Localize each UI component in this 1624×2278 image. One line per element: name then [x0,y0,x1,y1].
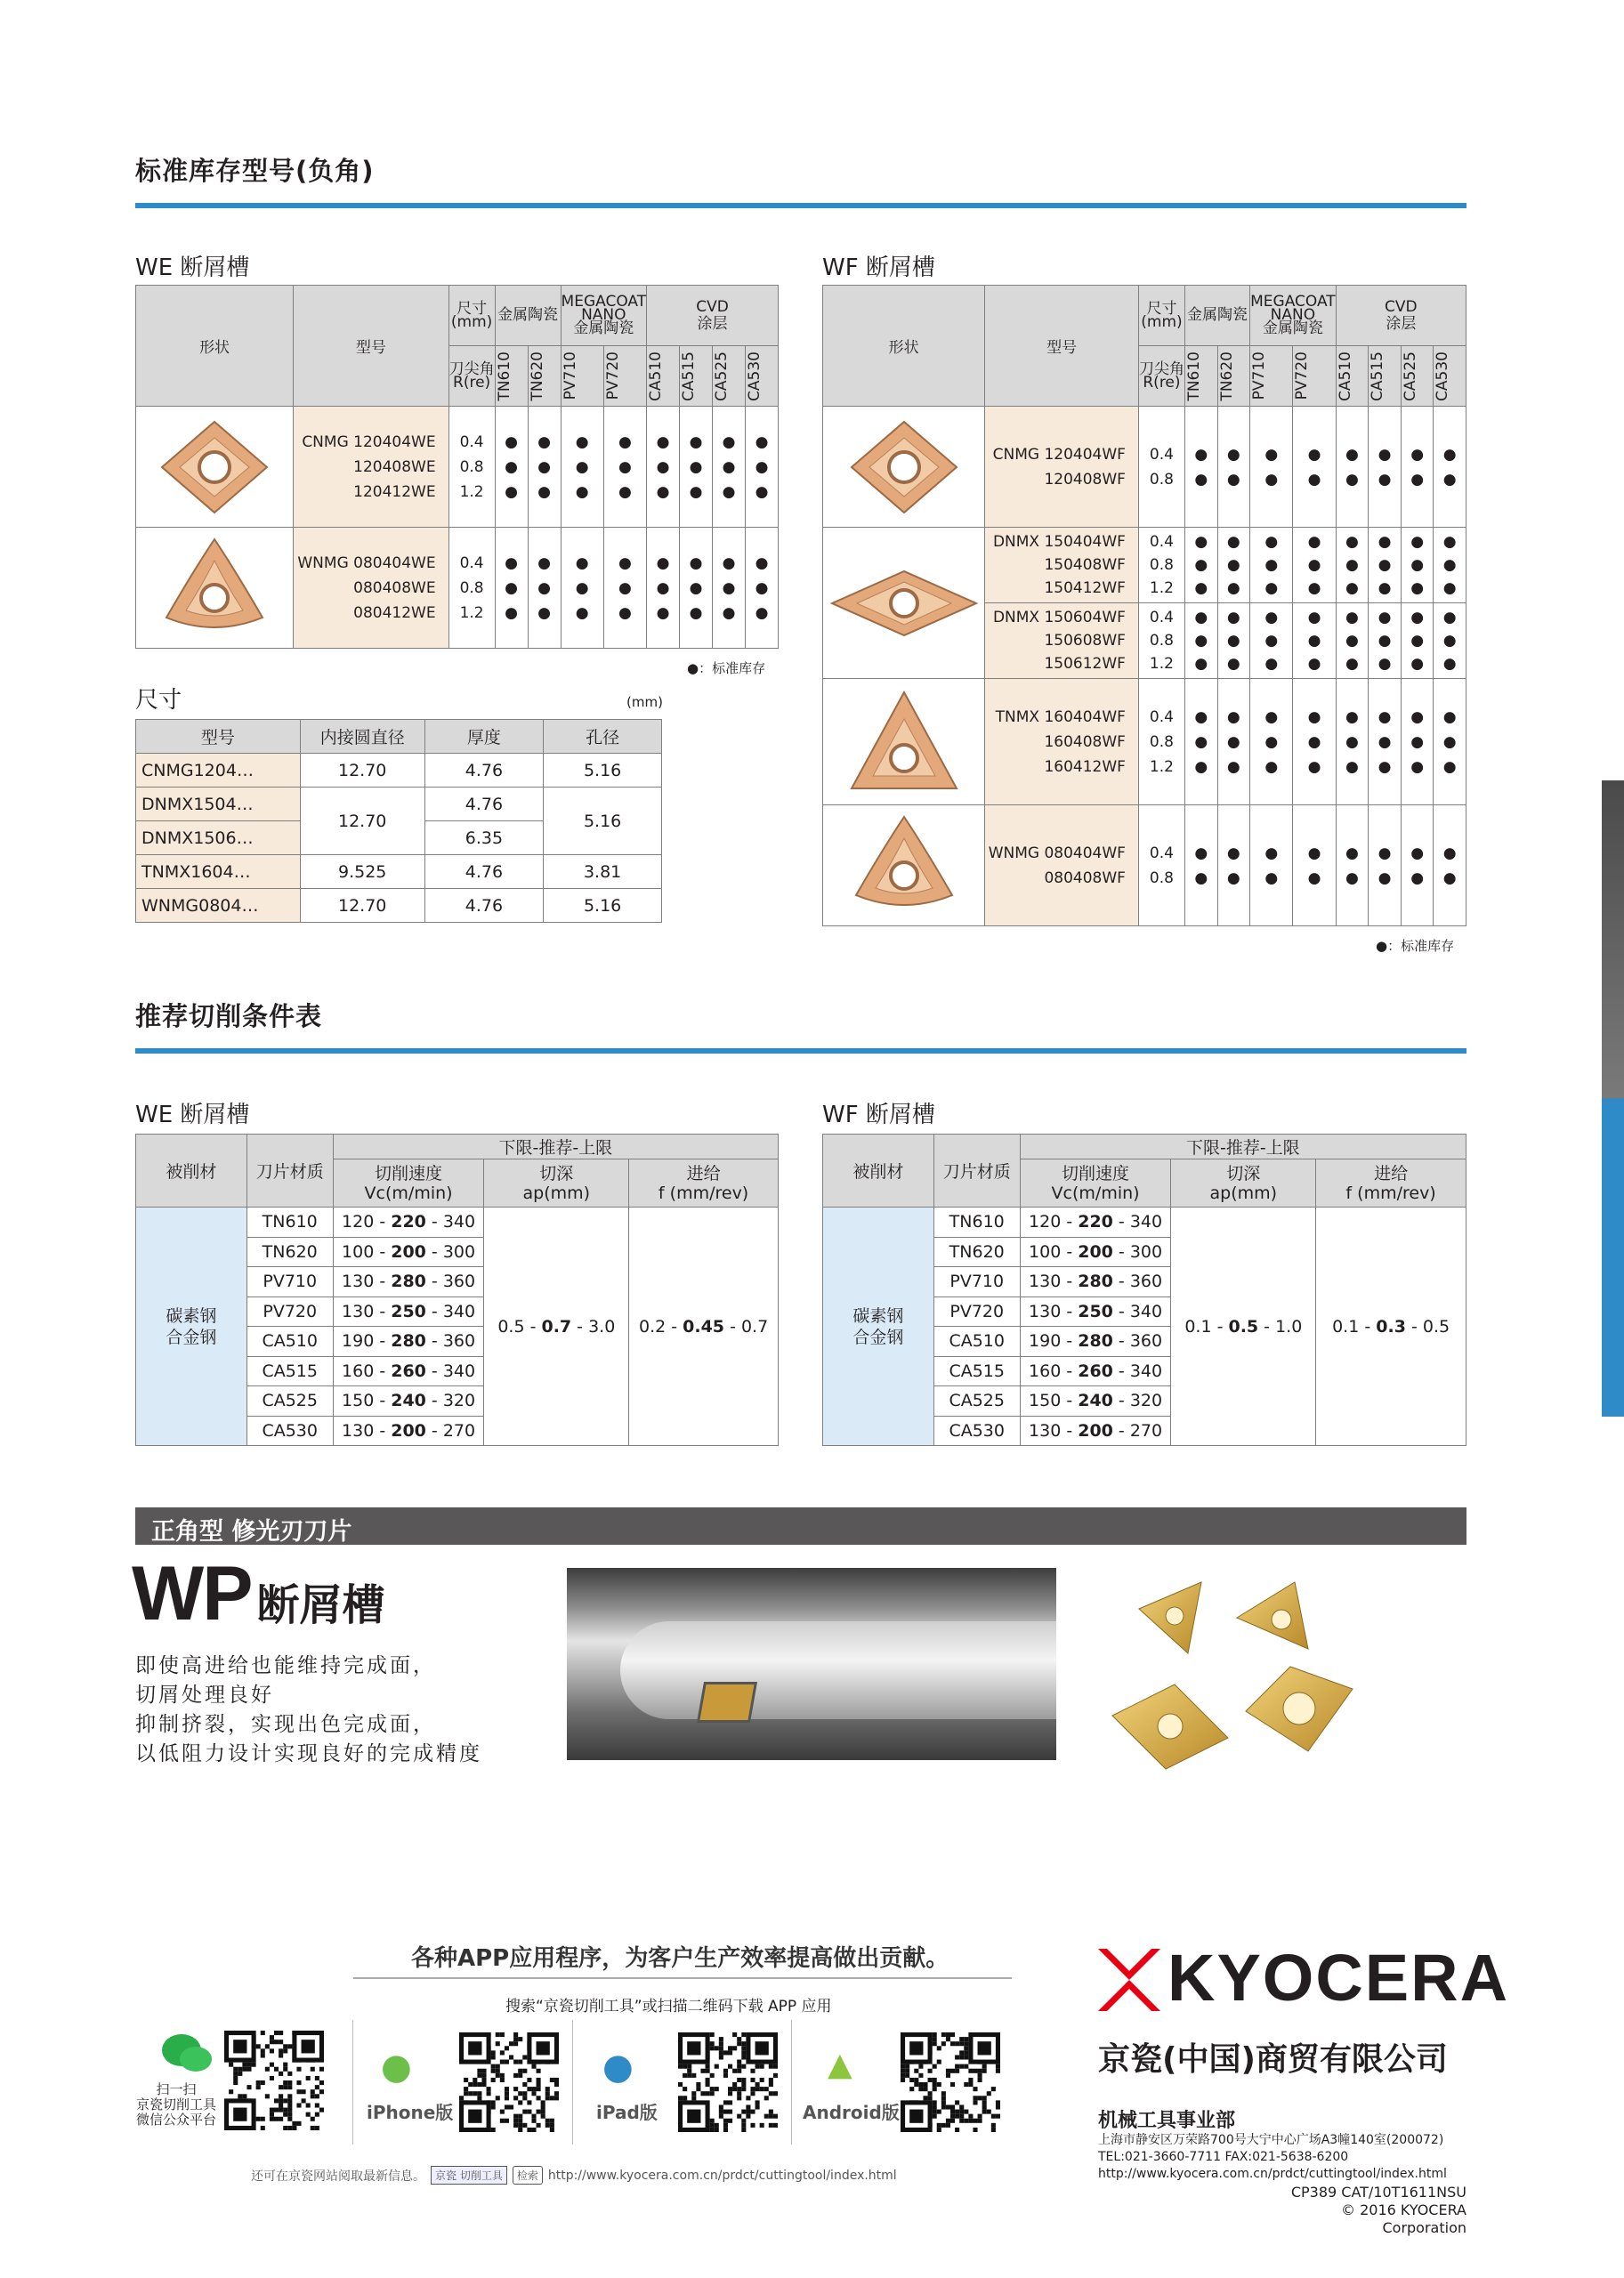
vc-cell: 130 - 200 - 270 [1020,1416,1171,1446]
we-product-table [135,285,779,649]
stock-dots: ● ● ● [1401,603,1434,679]
wf-product-table [822,285,1466,926]
radius-value: 0.8 [1149,732,1174,751]
kyocera-wordmark: KYOCERA [1168,1941,1510,2015]
radius-value: 0.8 [459,578,484,597]
cnmg-insert-image [823,407,985,528]
stock-dots: ● ● ● [603,528,646,649]
dims-header: 型号 [136,720,301,754]
stock-dots: ● ● ● [1184,679,1217,805]
dims-model: CNMG1204… [136,754,301,788]
vc-header: 切削速度 Vc(m/min) [1020,1159,1171,1208]
stock-dots: ● ● ● [1434,528,1466,603]
grade-header: PV720 [603,346,646,407]
iphone-qr-code[interactable] [459,2032,559,2136]
wp-banner-text: 正角型 修光刃刀片 [151,1518,352,1546]
vc-cell: 130 - 250 - 340 [1020,1297,1171,1327]
grade-cell: TN620 [933,1237,1020,1267]
grade-cell: TN610 [933,1208,1020,1238]
megacoat-header: MEGACOAT NANO 金属陶瓷 [561,286,647,346]
grade-header: 刀片材质 [933,1135,1020,1208]
grade-header: CA530 [1434,346,1466,407]
model-text: CNMG 120404WF [992,445,1126,464]
cvd-header: CVD 涂层 [1336,286,1466,346]
wechat-icon [160,2031,214,2075]
size-header: 尺寸 (mm) [1138,286,1184,346]
wf-row-tnmx [823,679,1466,805]
we-row-cnmg [136,407,779,528]
stock-dots: ● ● ● [713,407,746,528]
wnmg-insert-image [823,805,985,926]
vc-cell: 190 - 280 - 360 [333,1327,484,1357]
contact-block: 上海市静安区万荣路700号大宁中心广场A3幢140室(200072) TEL:021-3660-7711 FAX:021-5638-6200 http://www.kyocera.com.cn/prdct/cuttingtool/index.html [1098,2133,1447,2181]
radius-value: 0.4 [1149,533,1174,551]
vc-cell: 160 - 260 - 340 [1020,1356,1171,1386]
grade-cell: CA530 [246,1416,333,1446]
dims-value: 12.70 [300,889,424,923]
section-divider [135,203,1466,208]
f-cell: 0.2 - 0.45 - 0.7 [629,1208,779,1446]
radius-value: 1.2 [459,603,484,622]
grade-cell: CA510 [933,1327,1020,1357]
grade-header: CA525 [1401,346,1434,407]
stock-dots: ● ● ● [561,407,603,528]
wp-banner [135,1507,1466,1545]
stock-dots: ● ● [1434,805,1466,926]
grade-header: TN610 [1184,346,1217,407]
radius-value: 0.8 [459,457,484,476]
stock-dots: ● ● ● [1401,528,1434,603]
dims-model: DNMX1506… [136,821,301,855]
dims-value: 12.70 [300,754,424,788]
company-name: 京瓷(中国)商贸有限公司 [1098,2041,1448,2078]
stock-dots: ● ● ● [528,528,561,649]
cermet-header: 金属陶瓷 [1184,286,1249,346]
catalog-info: CP389 CAT/10T1611NSU © 2016 KYOCERA Corporation [1290,2184,1466,2236]
model-text: 150412WF [1044,579,1126,597]
radius-value: 1.2 [1149,655,1174,673]
model-text: 160412WF [1044,757,1126,776]
stock-dots: ● ● ● [1401,679,1434,805]
ap-header: 切深 ap(mm) [1171,1159,1316,1208]
stock-dots: ● ● [1184,407,1217,528]
vc-cell: 190 - 280 - 360 [1020,1327,1171,1357]
radius-value: 0.8 [1149,868,1174,887]
stock-dots: ● ● ● [713,528,746,649]
grade-cell: CA530 [933,1416,1020,1446]
stock-dots: ● ● ● [1369,679,1402,805]
model-text: 120408WF [1044,470,1126,489]
ap-cell: 0.1 - 0.5 - 1.0 [1171,1208,1316,1446]
wf-row-wnmg [823,805,1466,926]
stock-dots: ● ● ● [528,407,561,528]
vc-cell: 120 - 220 - 340 [333,1208,484,1238]
model-text: WNMG 080404WF [988,844,1126,862]
dims-value: 4.76 [424,754,544,788]
section-title-cutting: 推荐切削条件表 [135,1001,323,1031]
we-row-wnmg [136,528,779,649]
stock-dots: ● ● [1184,805,1217,926]
vc-header: 切削速度 Vc(m/min) [333,1159,484,1208]
grade-cell: PV720 [933,1297,1020,1327]
grade-cell: CA525 [246,1386,333,1417]
vc-cell: 160 - 260 - 340 [333,1356,484,1386]
stock-dots: ● ● ● [680,528,713,649]
shape-header: 形状 [136,286,294,407]
stock-dots: ● ● ● [561,528,603,649]
dims-value: 3.81 [544,855,662,889]
radius-header: 刀尖角 R(re) [448,346,495,407]
f-cell: 0.1 - 0.3 - 0.5 [1316,1208,1466,1446]
grade-header: TN620 [1217,346,1250,407]
stock-dots: ● ● ● [603,407,646,528]
stock-dots: ● ● [1217,805,1250,926]
cvd-header: CVD 涂层 [647,286,779,346]
stock-dots: ● ● ● [1217,528,1250,603]
material-cell: 碳素钢 合金钢 [823,1208,934,1446]
stock-dots: ● ● ● [1217,679,1250,805]
model-text: DNMX 150604WF [992,609,1126,626]
model-text: 150612WF [1044,655,1126,673]
dims-unit: (mm) [626,694,663,710]
dims-value: 4.76 [424,889,544,923]
wf-row-cnmg [823,407,1466,528]
model-text: CNMG 120404WE [302,432,436,451]
stock-dots: ● ● ● [1184,603,1217,679]
vc-cell: 150 - 240 - 320 [333,1386,484,1417]
stock-dots: ● ● [1369,407,1402,528]
wechat-block [160,2031,214,2079]
side-tab [1602,780,1624,1417]
android-label: Android版 [803,2102,900,2123]
iphone-label: iPhone版 [367,2102,454,2123]
stock-dots: ● ● [1250,805,1293,926]
wnmg-insert-image [136,528,294,649]
grade-cell: CA515 [933,1356,1020,1386]
stock-dots: ● ● ● [1369,528,1402,603]
stock-dots: ● ● ● [680,407,713,528]
radius-value: 0.4 [1149,445,1174,464]
grade-cell: PV710 [933,1267,1020,1297]
stock-dots: ● ● ● [1336,679,1369,805]
radius-header: 刀尖角 R(re) [1138,346,1184,407]
dims-value: 12.70 [300,788,424,855]
search-button[interactable]: 检索 [513,2166,543,2185]
ap-header: 切深 ap(mm) [484,1159,629,1208]
radius-value: 0.8 [1149,632,1174,650]
radius-value: 0.4 [1149,707,1174,726]
dims-value: 5.16 [544,788,662,855]
range-header: 下限-推荐-上限 [333,1135,778,1159]
wf-legend: ●：标准库存 [1376,938,1455,954]
radius-value: 1.2 [1149,757,1174,776]
vc-cell: 130 - 200 - 270 [333,1416,484,1446]
android-icon: ▲ [828,2047,852,2083]
wp-inserts-photo [1103,1555,1379,1796]
stock-dots: ● ● [1401,805,1434,926]
vc-cell: 130 - 280 - 360 [1020,1267,1171,1297]
stock-dots: ● ● [1250,407,1293,528]
vc-cell: 130 - 280 - 360 [333,1267,484,1297]
stock-dots: ● ● ● [1250,603,1293,679]
wf-title: WF 断屑槽 [822,254,935,281]
footer-divider [353,1977,1012,1979]
stock-dots: ● ● ● [495,528,528,649]
radius-value: 0.4 [459,553,484,572]
vc-cell: 100 - 200 - 300 [333,1237,484,1267]
cnmg-insert-image [136,407,294,528]
grade-cell: CA515 [246,1356,333,1386]
stock-dots: ● ● ● [1217,603,1250,679]
size-header: 尺寸 (mm) [448,286,495,346]
dims-value: 5.16 [544,889,662,923]
section-divider [135,1048,1466,1054]
grade-header: CA515 [1369,346,1402,407]
grade-cell: PV720 [246,1297,333,1327]
dims-model: WNMG0804… [136,889,301,923]
radius-value: 0.4 [459,432,484,451]
grade-cell: PV710 [246,1267,333,1297]
shape-header: 形状 [823,286,985,407]
search-box[interactable]: 京瓷 切削工具 [431,2166,507,2185]
cut-row [136,1208,779,1238]
grade-header: PV720 [1293,346,1336,407]
footer-headline: 各种APP应用程序，为客户生产效率提高做出贡献。 [411,1945,949,1972]
dims-header: 孔径 [544,720,662,754]
tnmx-insert-image [823,679,985,805]
wf-row-dnmx1504 [823,528,1466,603]
material-cell: 碳素钢 合金钢 [136,1208,247,1446]
model-text: 080412WE [353,603,436,622]
wechat-caption: 扫一扫 京瓷切削工具 微信公众平台 [135,2081,216,2128]
radius-value: 0.4 [1149,609,1174,626]
cutting-table-we [135,1134,779,1446]
dept-name: 机械工具事业部 [1098,2110,1236,2132]
model-text: 080408WF [1044,868,1126,887]
model-header: 型号 [985,286,1139,407]
boring-bar-photo [567,1568,1056,1760]
stock-dots: ● ● ● [746,528,779,649]
f-header: 进给 f (mm/rev) [1316,1159,1466,1208]
stock-dots: ● ● ● [1293,528,1336,603]
dims-title: 尺寸 [135,687,182,714]
model-text: 120412WE [353,482,436,501]
grade-header: 刀片材质 [246,1135,333,1208]
wp-description: 即使高进给也能维持完成面， 切屑处理良好 抑制挤裂，实现出色完成面， 以低阻力设计实现良好的完成精度 [135,1654,482,1765]
cutting-table-wf [822,1134,1466,1446]
dnmx-insert-image [823,528,985,679]
radius-value: 0.4 [1149,844,1174,862]
grade-cell: CA510 [246,1327,333,1357]
grade-header: PV710 [1250,346,1293,407]
stock-dots: ● ● [1217,407,1250,528]
model-text: 080408WE [353,578,436,597]
kyocera-logo-icon [1098,1949,1160,2011]
dims-header: 内接圆直径 [300,720,424,754]
radius-value: 0.8 [1149,470,1174,489]
stock-dots: ● ● ● [647,407,680,528]
kyocera-link[interactable]: http://www.kyocera.com.cn/prdct/cuttingtool/index.html [547,2168,897,2183]
grade-header: CA525 [713,346,746,407]
stock-dots: ● ● ● [1434,603,1466,679]
grade-cell: TN610 [246,1208,333,1238]
grade-header: TN610 [495,346,528,407]
wp-logo: WP 断屑槽 [132,1551,385,1636]
dims-model: DNMX1504… [136,788,301,821]
f-header: 进给 f (mm/rev) [629,1159,779,1208]
dims-model: TNMX1604… [136,855,301,889]
stock-dots: ● ● ● [1184,528,1217,603]
dims-value: 6.35 [424,821,544,855]
dims-value: 9.525 [300,855,424,889]
model-text: DNMX 150404WF [992,533,1126,551]
model-text: 160408WF [1044,732,1126,751]
model-text: TNMX 160404WF [995,707,1126,726]
model-text: 120408WE [353,457,436,476]
stock-dots: ● ● ● [746,407,779,528]
section-title-standard: 标准库存型号(负角) [135,156,375,186]
model-text: 150408WF [1044,556,1126,574]
stock-dots: ● ● ● [1293,603,1336,679]
stock-dots: ● ● ● [647,528,680,649]
dims-value: 5.16 [544,754,662,788]
cut-wf-title: WF 断屑槽 [822,1102,935,1128]
stock-dots: ● ● ● [1250,679,1293,805]
apple-icon: ● [602,2047,634,2088]
stock-dots: ● ● [1293,805,1336,926]
material-header: 被削材 [823,1135,934,1208]
stock-dots: ● ● [1336,407,1369,528]
footer-search-hint: 搜索“京瓷切削工具”或扫描二维码下载 APP 应用 [505,1998,832,2015]
grade-header: TN620 [528,346,561,407]
we-legend: ●：标准库存 [687,660,766,676]
stock-dots: ● ● [1401,407,1434,528]
stock-dots: ● ● ● [495,407,528,528]
stock-dots: ● ● ● [1293,679,1336,805]
we-title: WE 断屑槽 [135,254,250,281]
grade-header: CA510 [647,346,680,407]
web-hint-row: 还可在京瓷网站阅取最新信息。 京瓷 切削工具 检索 http://www.kyocera.com.cn/prdct/cuttingtool/index.html [251,2166,897,2185]
dims-value: 4.76 [424,855,544,889]
model-text: 150608WF [1044,632,1126,650]
ipad-qr-code[interactable] [678,2032,778,2136]
android-qr-code[interactable] [901,2032,1000,2136]
apple-icon: ● [381,2047,412,2088]
range-header: 下限-推荐-上限 [1020,1135,1466,1159]
grade-header: CA515 [680,346,713,407]
grade-header: PV710 [561,346,603,407]
stock-dots: ● ● ● [1434,679,1466,805]
radius-value: 1.2 [459,482,484,501]
dims-header: 厚度 [424,720,544,754]
dims-value: 4.76 [424,788,544,821]
stock-dots: ● ● ● [1369,603,1402,679]
stock-dots: ● ● ● [1250,528,1293,603]
ap-cell: 0.5 - 0.7 - 3.0 [484,1208,629,1446]
wechat-qr-code[interactable] [224,2031,324,2134]
cermet-header: 金属陶瓷 [495,286,561,346]
cut-we-title: WE 断屑槽 [135,1102,250,1128]
ipad-label: iPad版 [596,2102,658,2123]
grade-header: CA510 [1336,346,1369,407]
stock-dots: ● ● [1434,407,1466,528]
grade-header: CA530 [746,346,779,407]
stock-dots: ● ● [1369,805,1402,926]
stock-dots: ● ● [1336,805,1369,926]
model-text: WNMG 080404WE [297,553,436,572]
grade-cell: CA525 [933,1386,1020,1417]
megacoat-header: MEGACOAT NANO 金属陶瓷 [1250,286,1337,346]
grade-cell: TN620 [246,1237,333,1267]
stock-dots: ● ● ● [1336,603,1369,679]
vc-cell: 100 - 200 - 300 [1020,1237,1171,1267]
material-header: 被削材 [136,1135,247,1208]
vc-cell: 150 - 240 - 320 [1020,1386,1171,1417]
stock-dots: ● ● ● [1336,528,1369,603]
radius-value: 0.8 [1149,556,1174,574]
radius-value: 1.2 [1149,579,1174,597]
dimensions-table [135,719,662,923]
stock-dots: ● ● [1293,407,1336,528]
cut-row [823,1208,1466,1238]
vc-cell: 120 - 220 - 340 [1020,1208,1171,1238]
vc-cell: 130 - 250 - 340 [333,1297,484,1327]
model-header: 型号 [294,286,448,407]
